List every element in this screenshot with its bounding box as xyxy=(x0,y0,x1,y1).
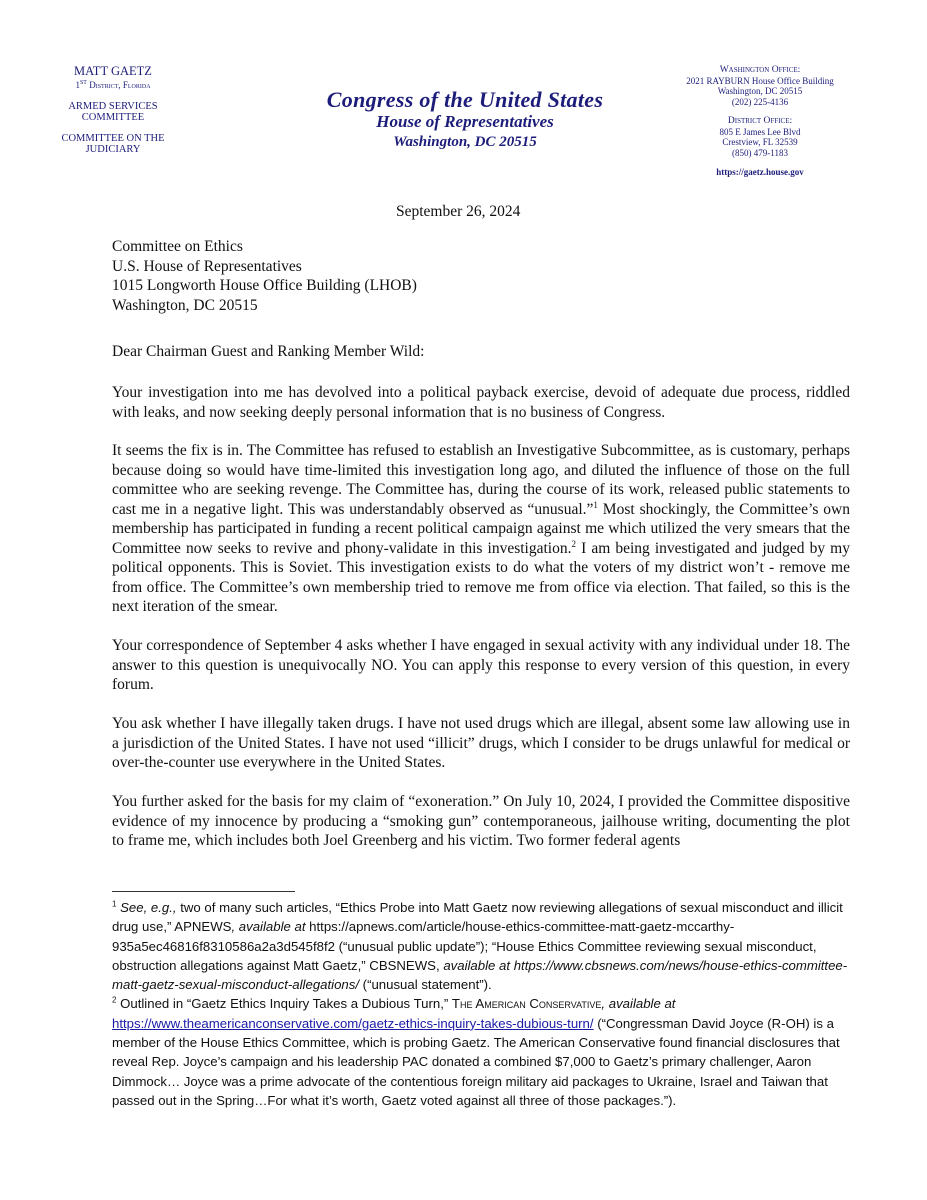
committee-judiciary: COMMITTEE ON THE JUDICIARY xyxy=(61,133,165,155)
paragraph-3: Your correspondence of September 4 asks whether I have engaged in sexual activity with any individual under 18. The answer to this question is unequivocally NO. You can apply this response to every version of this question, in every forum. xyxy=(112,637,850,693)
footnote-ref-2[interactable]: 2 xyxy=(571,538,576,549)
footnote-2: $^2$ Outlined in “Gaetz Ethics Inquiry Takes a Dubious Turn,” The American Conservative, available at https://www.theamericanconservative.com/gaetz-ethics-inquiry-takes-dubious-turn/ (“Congressman David Joyce (R-OH) is a member of the House Ethics Committee, which is probing Gaetz. The American Conservative found financial disclosures that reveal Rep. Joyce’s campaign and his leadership PAC donated a combined $7,000 to Gaetz’s primary challenger, Aaron Dimmock… Joyce was a prime advocate of the contentious foreign military aid packages to Ukraine, Israel and Taiwan that passed out in the Spring…For what it’s worth, Gaetz voted against all three of those packages.”). xyxy=(112,996,840,1108)
cbsnews-link[interactable]: available at https://www.cbsnews.com/news/house-ethics-committee-matt-gaetz-sexual-misconduct-allegations/ xyxy=(112,957,848,993)
website-link[interactable]: https://gaetz.house.gov xyxy=(716,167,804,177)
recipient-address: Committee on Ethics U.S. House of Representatives 1015 Longworth House Office Building (LHOB) Washington, DC 20515 xyxy=(112,238,417,314)
congress-title: Congress of the United States xyxy=(326,87,604,112)
house-location: Washington, DC 20515 xyxy=(393,134,537,150)
district-office-address2: Crestview, FL 32539 xyxy=(722,137,798,147)
member-info-block xyxy=(58,65,168,155)
member-name: MATT GAETZ xyxy=(74,64,152,78)
letter-date: September 26, 2024 xyxy=(396,203,521,220)
district-office-header: District Office: xyxy=(727,116,793,126)
dc-office-address2: Washington, DC 20515 xyxy=(717,86,803,96)
district-office-phone: (850) 479-1183 xyxy=(732,147,788,158)
paragraph-1: Your investigation into me has devolved into a political payback exercise, devoid of adequate due process, riddled with leaks, and now seeking deeply personal information that is no business of Congress. xyxy=(112,384,850,421)
dc-office-address1: 2021 RAYBURN House Office Building xyxy=(686,75,834,86)
dc-office-header: Washington Office: xyxy=(719,65,801,75)
member-district: 1ST District, Florida xyxy=(75,80,151,90)
footnote-ref-1[interactable]: 1 xyxy=(593,499,598,510)
paragraph-4: You ask whether I have illegally taken drugs. I have not used drugs which are illegal, absent some law allowing use in a jurisdiction of the United States. I have not used “illicit” drugs, which I consider to be drugs unlawful for medical or over-the-counter use everywhere in the United States. xyxy=(112,715,850,771)
footnotes xyxy=(112,898,852,1110)
paragraph-2: It seems the fix is in. The Committee has refused to establish an Investigative Subcommittee, as is customary, perhaps because doing so would have time-limited this investigation long ago, and diluted the influence of those on the full committee who are seeking revenge. The Committee has, during the course of its work, released public statements to cast me in a negative light. This was understandably observed as “unusual.”$^1$ Most shockingly, the Committee’s own membership has participated in funding a recent political campaign against me which utilized the very smears that the Committee now seeks to revive and phony-validate in this investigation.$^2$ I am being investigated and judged by my political opponents. This is Soviet. This investigation exists to do what the voters of my district won’t - remove me from office. The Committee’s own membership tried to remove me from office via election. That failed, so this is the next iteration of the smear. xyxy=(112,442,850,615)
district-office-address1: 805 E James Lee Blvd xyxy=(719,126,801,137)
committee-armed-services: ARMED SERVICES COMMITTEE xyxy=(68,101,158,123)
salutation: Dear Chairman Guest and Ranking Member Wild: xyxy=(112,343,425,360)
footnote-1: $^1$ See, e.g., two of many such articles, “Ethics Probe into Matt Gaetz now reviewing allegations of sexual misconduct and illicit drug use,” APNEWS, available at https://apnews.com/article/house-ethics-committee-matt-gaetz-mccarthy-935a5ec46816f8310586a2a3d545f8f2 (“unusual public update”); “House Ethics Committee reviewing sexual misconduct, obstruction allegations against Matt Gaetz,” CBSNEWS, available at https://www.cbsnews.com/news/house-ethics-committee-matt-gaetz-sexual-misconduct-allegations/ (“unusual statement”). xyxy=(112,899,848,993)
paragraph-5: You further asked for the basis for my claim of “exoneration.” On July 10, 2024, I provided the Committee dispositive evidence of my innocence by producing a “smoking gun” contemporaneous, jailhouse writing, documenting the plot to frame me, which includes both Joel Greenberg and his victim. Two former federal agents xyxy=(112,793,850,849)
footnote-divider xyxy=(112,891,295,892)
american-conservative-link[interactable]: https://www.theamericanconservative.com/gaetz-ethics-inquiry-takes-dubious-turn/ xyxy=(112,1015,594,1031)
congress-seal-title xyxy=(290,88,640,152)
dc-office-phone: (202) 225-4136 xyxy=(731,96,789,107)
letterhead xyxy=(0,0,927,190)
office-addresses-block xyxy=(660,65,860,178)
house-title: House of Representatives xyxy=(376,112,554,131)
